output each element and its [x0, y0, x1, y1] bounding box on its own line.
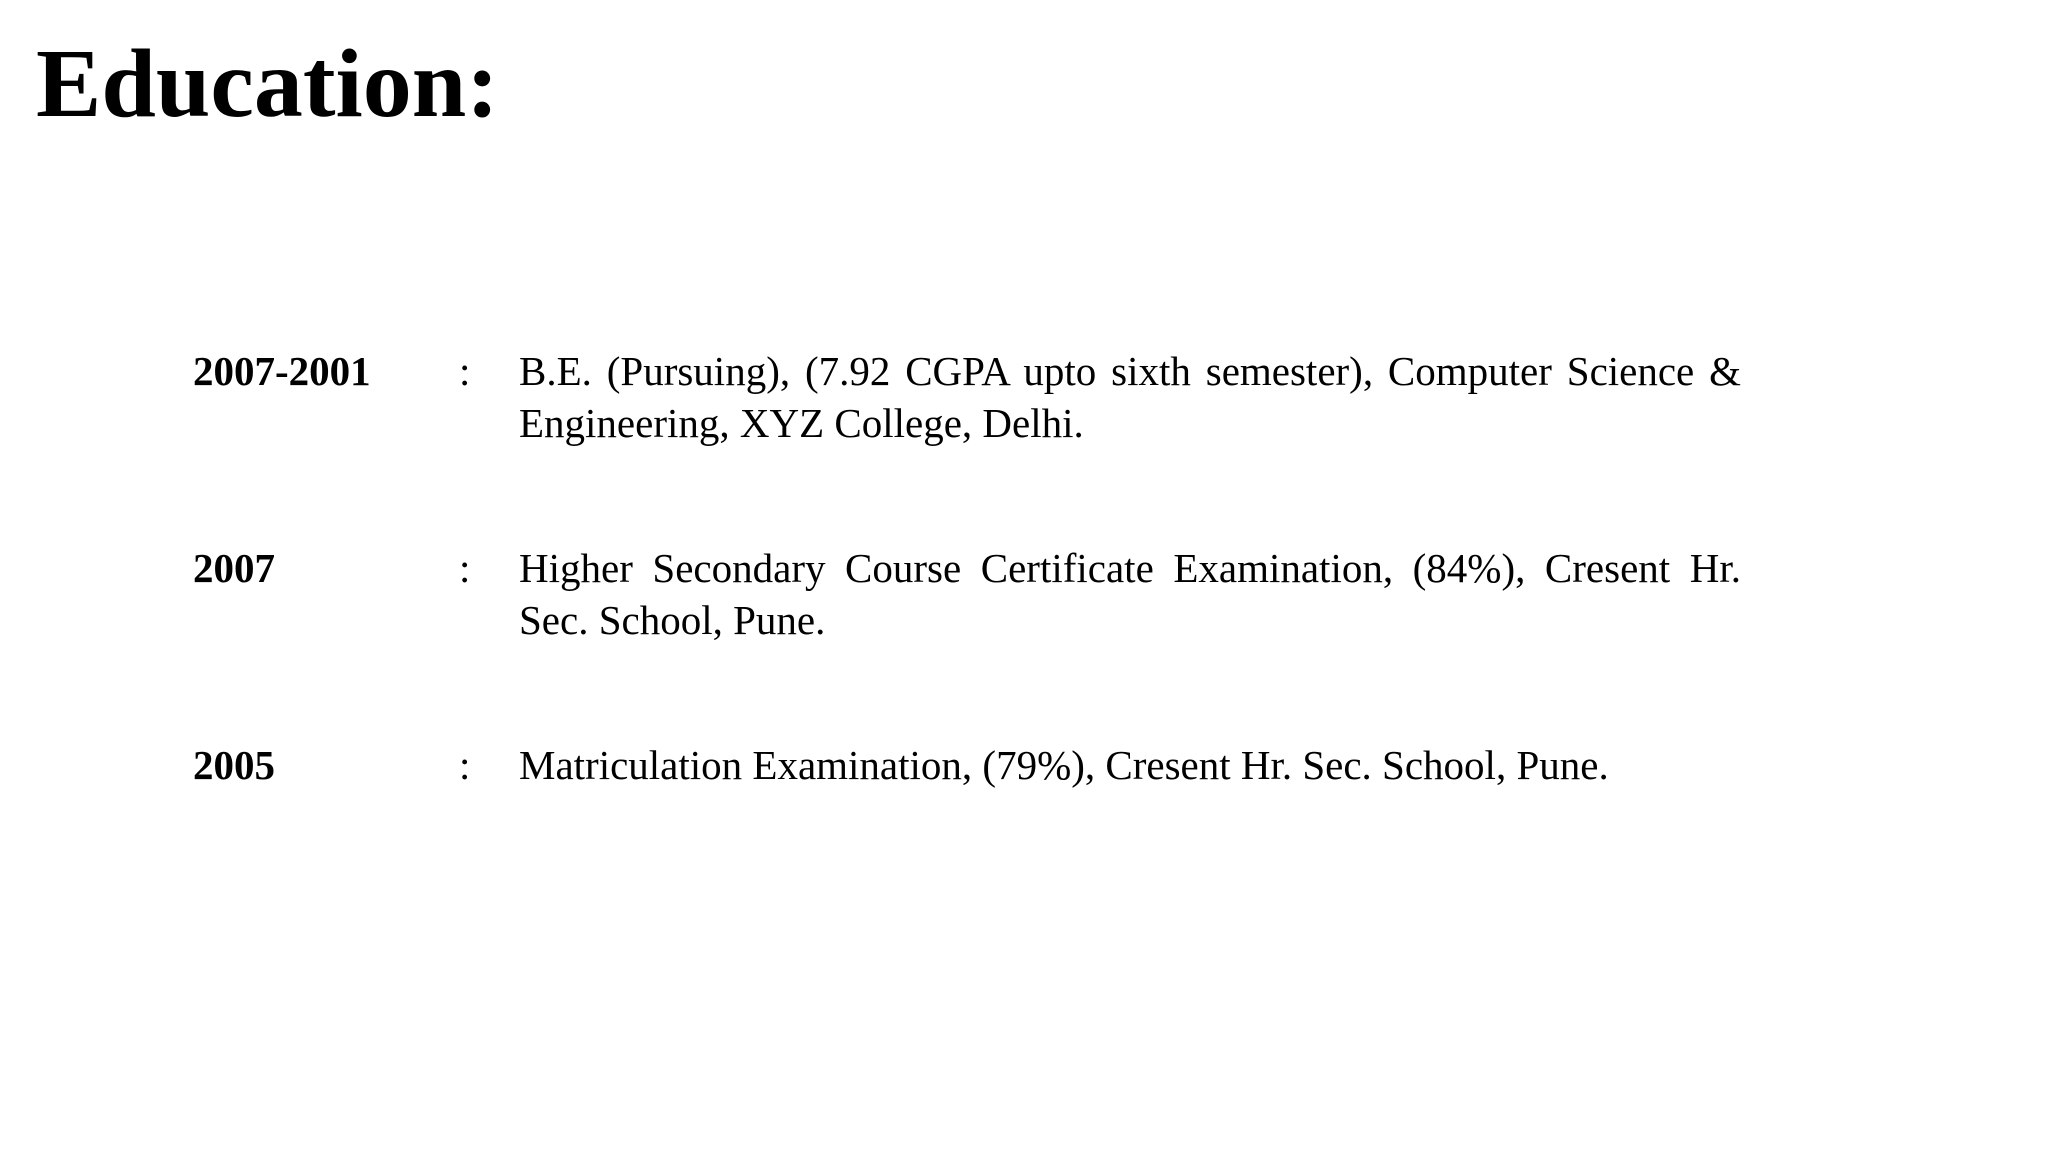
- entry-separator: :: [459, 545, 471, 591]
- entry-year: 2005: [193, 742, 275, 788]
- entry-year: 2007-2001: [193, 348, 371, 394]
- education-list: [193, 345, 1753, 791]
- entry-separator: :: [459, 742, 471, 788]
- education-entry: [193, 739, 1753, 791]
- page-title: Education:: [36, 30, 499, 138]
- entry-description: Matriculation Examination, (79%), Cresent Hr. Sec. School, Pune.: [519, 742, 1609, 788]
- education-entry: [193, 542, 1753, 646]
- education-entry: [193, 345, 1753, 449]
- entry-year: 2007: [193, 545, 275, 591]
- entry-description: Higher Secondary Course Certificate Examination, (84%), Cresent Hr. Sec. School, Pune.: [519, 545, 1741, 643]
- entry-separator: :: [459, 348, 471, 394]
- entry-description: B.E. (Pursuing), (7.92 CGPA upto sixth semester), Computer Science & Engineering, XYZ College, Delhi.: [519, 348, 1741, 446]
